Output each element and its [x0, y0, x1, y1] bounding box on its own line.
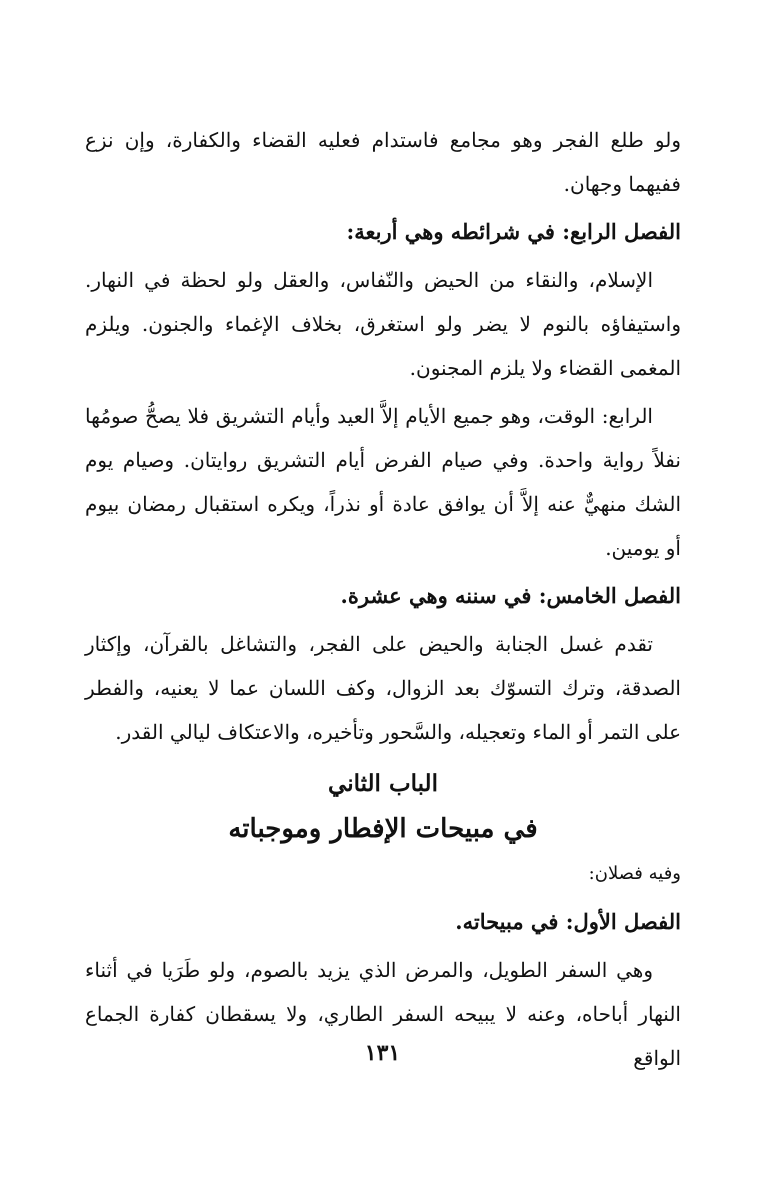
section-heading-sunnahs: الفصل الخامس: في سننه وهي عشرة. — [340, 583, 681, 608]
paragraph-sunnahs: تقدم غسل الجنابة والحيض على الفجر، والتشاغل بالقرآن، وإكثار الصدقة، وترك التسوّك بعد الزوال، وكف اللسان عما لا يعنيه، والفطر على التمر أو الماء وتعجيله، والسَّحور وتأخيره، والاعتكاف ليالي القدر. — [85, 632, 681, 744]
chapter-title: الباب الثاني — [328, 770, 438, 797]
paragraph-permissions: وهي السفر الطويل، والمرض الذي يزيد بالصوم، ولو طَرَيا في أثناء النهار أباحاه، وعنه لا يبيحه السفر الطاري، ولا يسقطان كفارة الجماع الواقع — [85, 958, 681, 1070]
page-number: ١٣١ — [364, 1040, 401, 1066]
paragraph-fourth-time: الرابع: الوقت، وهو جميع الأيام إلاَّ العيد وأيام التشريق فلا يصحُّ صومُها نفلاً رواية واحدة. وفي صيام الفرض أيام التشريق روايتان. وصيام يوم الشك منهيٌّ عنه إلاَّ أن يوافق عادة أو نذراً، ويكره استقبال رمضان بيوم أو يومين. — [85, 404, 681, 560]
page-body — [85, 118, 681, 1080]
chapter-subtitle: في مبيحات الإفطار وموجباته — [228, 814, 538, 844]
section-heading-conditions: الفصل الرابع: في شرائطه وهي أربعة: — [346, 219, 681, 244]
paragraph-dawn-ruling: ولو طلع الفجر وهو مجامع فاستدام فعليه القضاء والكفارة، وإن نزع ففيهما وجهان. — [85, 128, 681, 196]
section-heading-permissions: الفصل الأول: في مبيحاته. — [455, 909, 681, 934]
paragraph-conditions: الإسلام، والنقاء من الحيض والنّفاس، والعقل ولو لحظة في النهار. واستيفاؤه بالنوم لا يضر ولو استغرق، بخلاف الإغماء والجنون. ويلزم المغمى القضاء ولا يلزم المجنون. — [85, 268, 681, 380]
chapter-intro: وفيه فصلان: — [588, 863, 681, 884]
